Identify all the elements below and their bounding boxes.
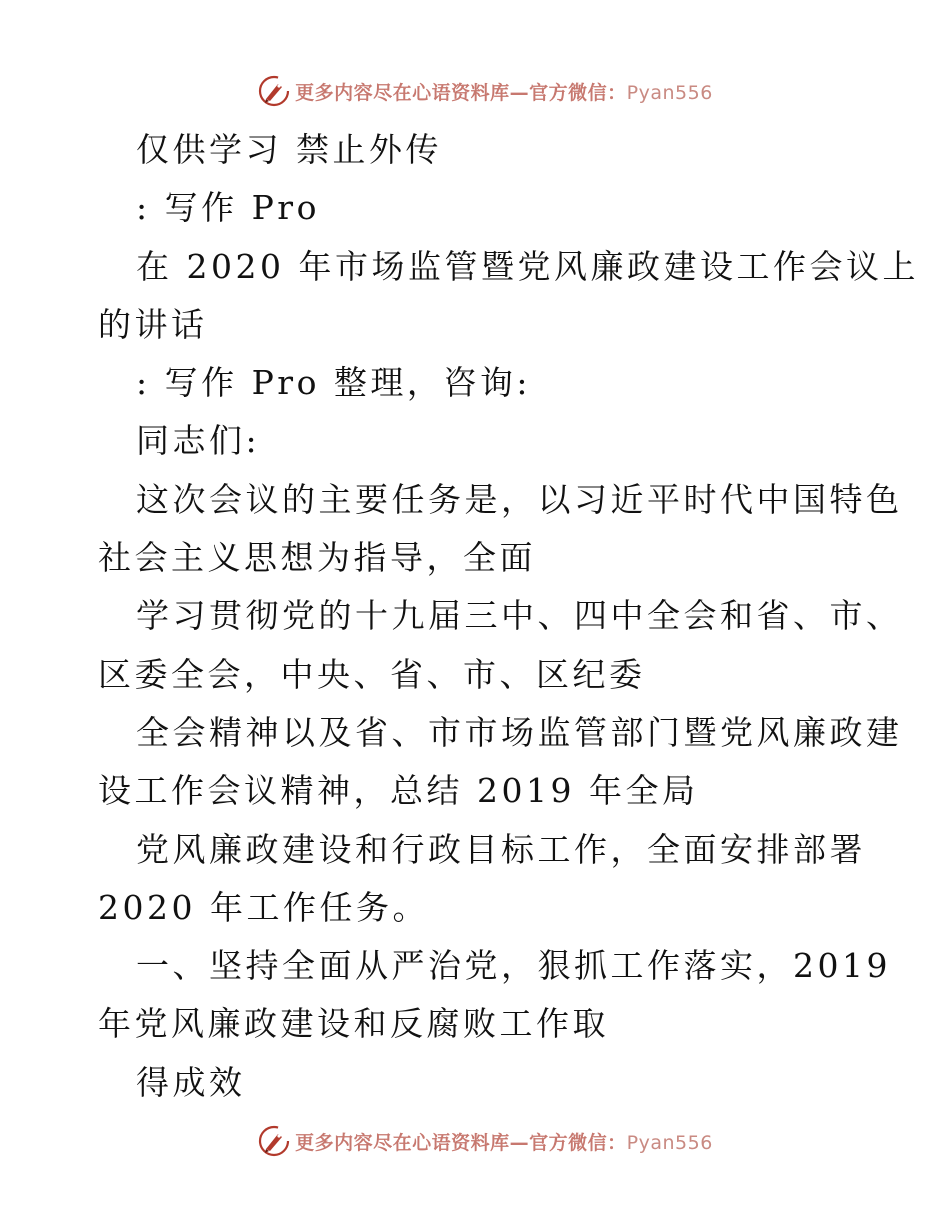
paragraph-line: 这次会议的主要任务是，以习近平时代中国特色: [136, 479, 903, 519]
paragraph-line: 设工作会议精神，总结 2019 年全局: [98, 771, 699, 811]
watermark-handle: Pyan556: [626, 1131, 713, 1154]
speech-title-line-2: 的讲话: [98, 304, 208, 344]
editor-line: : 写作 Pro 整理，咨询:: [136, 363, 532, 403]
notice-line: 仅供学习 禁止外传: [136, 130, 442, 169]
paragraph-line: 学习贯彻党的十九届三中、四中全会和省、市、: [136, 596, 903, 636]
paragraph-line: 2020 年工作任务。: [98, 887, 429, 927]
section-heading-line: 年党风廉政建设和反腐败工作取: [98, 1004, 609, 1044]
footer-watermark: [0, 1121, 950, 1161]
salutation-line: 同志们:: [136, 421, 261, 461]
watermark-site-text: 更多内容尽在心语资料库—官方微信：: [295, 1131, 627, 1154]
header-watermark: [0, 71, 950, 111]
paragraph-line: 全会精神以及省、市市场监管部门暨党风廉政建: [136, 712, 903, 752]
watermark-text: [295, 78, 713, 105]
document-body: [98, 121, 919, 1112]
watermark-handle: Pyan556: [626, 81, 713, 104]
watermark-site-text: 更多内容尽在心语资料库—官方微信：: [295, 81, 627, 104]
pen-logo-icon: [257, 1124, 291, 1158]
paragraph-line: 党风廉政建设和行政目标工作，全面安排部署: [136, 829, 866, 869]
watermark-group: [257, 74, 713, 108]
paragraph-line: 区委全会，中央、省、市、区纪委: [98, 654, 646, 694]
watermark-text: [295, 1128, 713, 1155]
source-line: : 写作 Pro: [136, 188, 320, 228]
section-heading-line: 一、坚持全面从严治党，狠抓工作落实，2019: [136, 946, 891, 986]
watermark-group: [257, 1124, 713, 1158]
pen-logo-icon: [257, 74, 291, 108]
speech-title-line-1: 在 2020 年市场监管暨党风廉政建设工作会议上: [136, 246, 919, 286]
paragraph-line: 社会主义思想为指导，全面: [98, 538, 536, 578]
section-heading-line: 得成效: [136, 1062, 246, 1102]
